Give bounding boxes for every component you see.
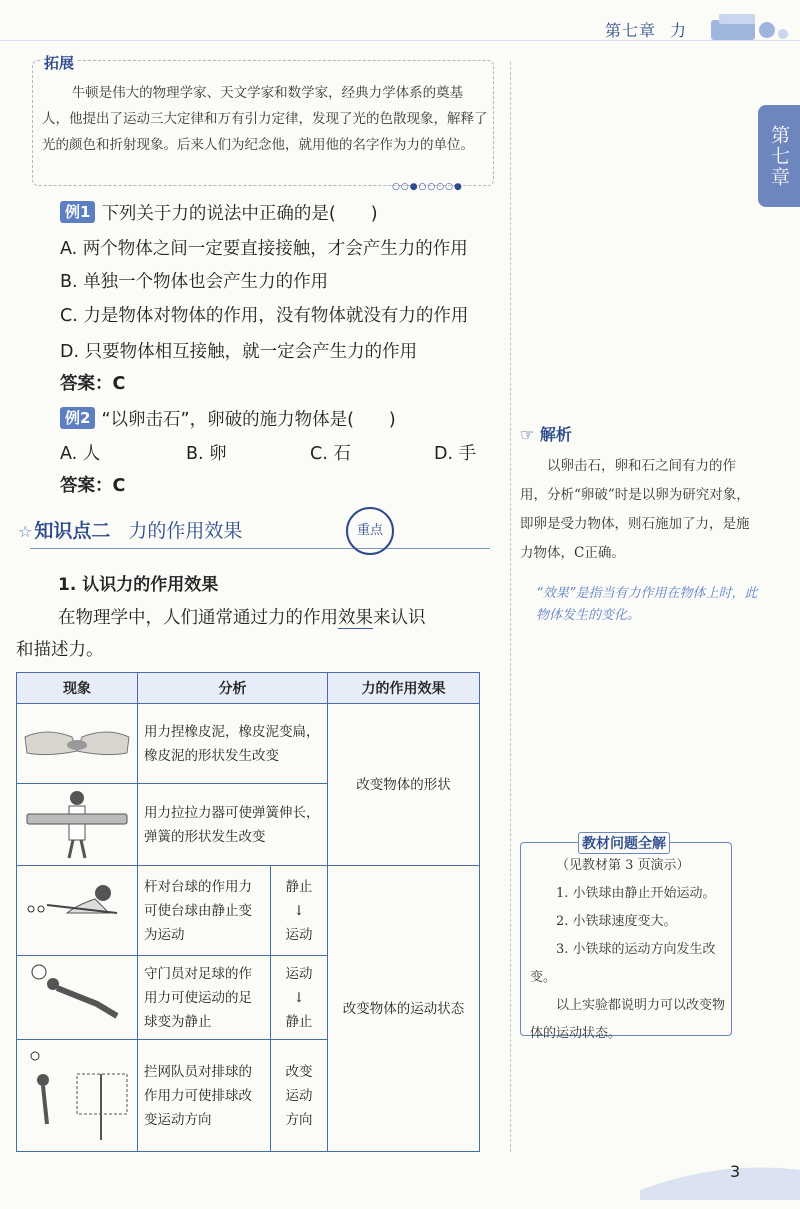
section-subtitle: 力的作用效果 — [128, 520, 243, 542]
state-to: 运动 — [285, 926, 313, 943]
example2-option-d: D. 手 — [434, 444, 477, 464]
textbook-qa-label: 教材问题全解 — [578, 832, 670, 854]
table-row — [17, 704, 480, 784]
page-number: 3 — [730, 1162, 741, 1181]
table-header: 分析 — [138, 673, 328, 704]
example1-option-d: D. 只要物体相互接触，就一定会产生力的作用 — [60, 342, 418, 362]
table-header: 力的作用效果 — [328, 673, 480, 704]
table-header: 现象 — [17, 673, 138, 704]
table-analysis: 用力拉拉力器可使弹簧伸长，弹簧的形状发生改变 — [138, 784, 328, 866]
state-from: 静止 — [285, 878, 313, 895]
analysis-heading-text: 解析 — [539, 425, 572, 444]
section-title: 知识点二 — [34, 520, 111, 542]
chapter-header — [605, 18, 687, 41]
example2-option-a: A. 人 — [60, 444, 101, 464]
example1-option-b: B. 单独一个物体也会产生力的作用 — [60, 272, 329, 292]
goalkeeper-image — [17, 956, 138, 1040]
qa-line: （见教材第 3 页演示） — [556, 858, 690, 873]
section-heading — [18, 516, 242, 543]
state-from: 运动 — [285, 965, 313, 982]
down-arrow-icon: ↓ — [293, 902, 305, 919]
example1-option-a: A. 两个物体之间一定要直接接触，才会产生力的作用 — [60, 239, 468, 259]
table-analysis: 拦网队员对排球的作用力可使排球改变运动方向 — [138, 1040, 271, 1152]
table-analysis: 守门员对足球的作用力可使运动的足球变为静止 — [138, 956, 271, 1040]
example1-question-text: 下列关于力的说法中正确的是( ) — [101, 204, 378, 224]
volleyball-block-illustration — [17, 1044, 137, 1144]
force-effect-table — [16, 672, 480, 1152]
down-arrow-icon: ↓ — [293, 989, 305, 1006]
example2-question — [60, 406, 396, 431]
example2-answer: 答案：C — [60, 476, 126, 496]
qa-line: 1. 小铁球由静止开始运动。 — [556, 886, 716, 901]
state-from: 改变 — [285, 1063, 313, 1080]
extension-text: 牛顿是伟大的物理学家、天文学家和数学家，经典力学体系的奠基人，他提出了运动三大定律和万有引力定律，发现了光的色散现象，解释了光的颜色和折射现象。后来人们为纪念他，就用他的名字作为力的单位。 — [42, 85, 488, 153]
example2-badge: 例2 — [60, 407, 95, 429]
star-icon: ☆ — [18, 522, 33, 541]
example2-option-b: B. 卵 — [186, 444, 227, 464]
example1-answer: 答案：C — [60, 374, 126, 394]
underlined-term: 效果 — [338, 608, 373, 628]
subsection-heading: 1. 认识力的作用效果 — [58, 575, 219, 595]
chapter-side-tab[interactable]: 第七章 — [758, 105, 800, 207]
state-change — [271, 1040, 328, 1152]
example1-question — [60, 200, 378, 225]
handwritten-note: “效果”是指当有力作用在物体上时，此物体发生的变化。 — [536, 586, 758, 623]
state-change — [271, 866, 328, 956]
column-divider — [510, 62, 511, 1152]
volleyball-image — [17, 1040, 138, 1152]
billiards-image — [17, 866, 138, 956]
footer-decoration — [640, 1150, 800, 1200]
goalkeeper-diving-illustration — [17, 958, 137, 1034]
extension-label: 拓展 — [40, 52, 78, 73]
decorative-dots: ○○●○○○○● — [392, 182, 463, 192]
example2-question-text: “以卵击石”，卵破的施力物体是( ) — [101, 410, 396, 430]
text-after: 来认识 — [373, 608, 426, 628]
hands-pressing-clay-illustration — [17, 707, 137, 777]
qa-line: 2. 小铁球速度变大。 — [556, 914, 677, 929]
textbook-qa-text — [530, 852, 726, 1048]
example1-option-c: C. 力是物体对物体的作用，没有物体就没有力的作用 — [60, 306, 469, 326]
expander-image — [17, 784, 138, 866]
state-change — [271, 956, 328, 1040]
state-mid: 运动 — [285, 1087, 313, 1104]
text-before: 在物理学中，人们通常通过力的作用 — [58, 608, 338, 628]
analysis-text: 以卵击石，卵和石之间有力的作用，分析“卵破”时是以卵为研究对象，即卵是受力物体，则石施加了力，是施力物体，C正确。 — [520, 458, 750, 561]
chapter-name: 第七章 — [605, 21, 657, 40]
state-to: 方向 — [285, 1111, 313, 1128]
chapter-topic: 力 — [670, 21, 688, 40]
qa-line: 3. 小铁球的运动方向发生改变。 — [530, 942, 716, 985]
analysis-heading — [520, 422, 572, 445]
subsection-text-line2: 和描述力。 — [16, 640, 104, 660]
example1-badge: 例1 — [60, 201, 95, 223]
effect-shape: 改变物体的形状 — [328, 704, 480, 866]
table-analysis: 用力捏橡皮泥，橡皮泥变扁，橡皮泥的形状发生改变 — [138, 704, 328, 784]
billiards-player-illustration — [17, 869, 137, 949]
qa-line: 以上实验都说明力可以改变物体的运动状态。 — [530, 998, 726, 1041]
clay-image — [17, 704, 138, 784]
man-with-chest-expander-illustration — [17, 786, 137, 860]
example2-option-c: C. 石 — [310, 444, 351, 464]
table-analysis: 杆对台球的作用力可使台球由静止变为运动 — [138, 866, 271, 956]
subsection-text-line1 — [58, 604, 426, 629]
state-to: 静止 — [285, 1013, 313, 1030]
book-stack-icon — [705, 10, 795, 46]
key-point-badge: 重点 — [346, 507, 394, 555]
effect-motion: 改变物体的运动状态 — [328, 866, 480, 1152]
pointer-icon: ☞ — [520, 425, 535, 444]
section-rule — [30, 548, 490, 549]
table-row — [17, 866, 480, 956]
table-header-row — [17, 673, 480, 704]
